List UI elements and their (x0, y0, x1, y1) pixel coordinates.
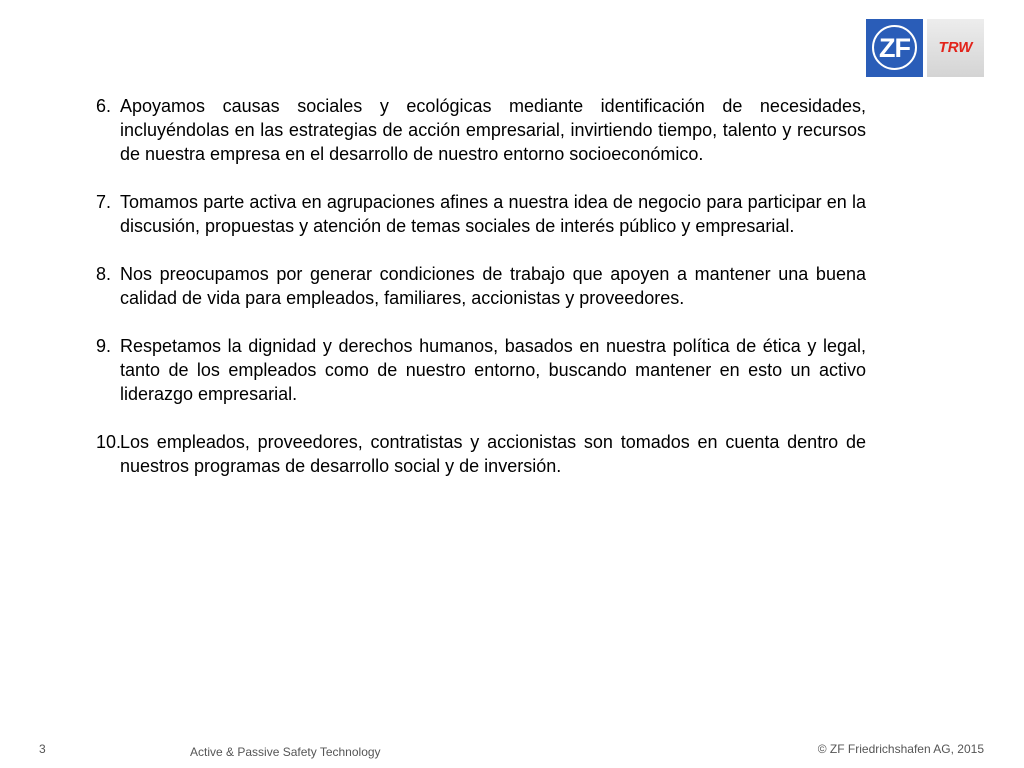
list-item-9 (96, 334, 866, 406)
list-item-text: Tomamos parte activa en agrupaciones afines a nuestra idea de negocio para participar en la discusión, propuestas y atención de temas sociales de interés público y empresarial. (120, 192, 866, 236)
list-item-number: 10. (96, 432, 122, 452)
list-item-8 (96, 262, 866, 310)
zf-logo-text: ZF (879, 33, 910, 63)
list-item-number: 7. (96, 192, 112, 212)
slide-content (96, 94, 866, 502)
list-item-text: Respetamos la dignidad y derechos humanos, basados en nuestra política de ética y legal, tanto de los empleados como de nuestro entorno, buscando mantener en esto un activo liderazgo empresarial. (120, 336, 866, 404)
footer-copyright: © ZF Friedrichshafen AG, 2015 (817, 742, 984, 756)
list-item-number: 8. (96, 264, 112, 284)
list-item-number: 9. (96, 336, 112, 356)
trw-logo-text: TRW (938, 39, 973, 56)
list-item-6 (96, 94, 866, 166)
trw-logo (927, 19, 984, 77)
header-logos (866, 19, 984, 77)
list-item-7 (96, 190, 866, 238)
list-item-10 (96, 430, 866, 478)
list-item-text: Nos preocupamos por generar condiciones de trabajo que apoyen a mantener una buena calidad de vida para empleados, familiares, accionistas y proveedores. (120, 264, 866, 308)
zf-logo (866, 19, 923, 77)
page-number: 3 (39, 742, 46, 756)
footer-title: Active & Passive Safety Technology (190, 745, 381, 759)
list-item-text: Los empleados, proveedores, contratistas y accionistas son tomados en cuenta dentro de nuestros programas de desarrollo social y de inversión. (120, 432, 866, 476)
list-item-text: Apoyamos causas sociales y ecológicas mediante identificación de necesidades, incluyéndolas en las estrategias de acción empresarial, invirtiendo tiempo, talento y recursos de nuestra empresa en el desarrollo de nuestro entorno socioeconómico. (120, 96, 866, 164)
list-item-number: 6. (96, 96, 112, 116)
